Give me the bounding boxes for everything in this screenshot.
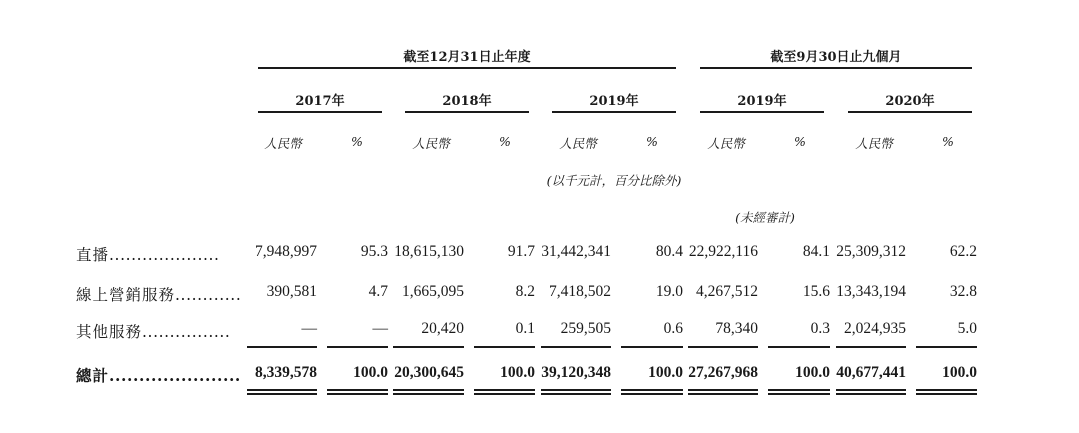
header-group-nine-months: 截至9月30日止九個月	[770, 50, 902, 65]
table-cell: 27,267,968	[688, 364, 758, 381]
total-rule	[474, 346, 535, 348]
unit-pct-2019-nine-months: %	[794, 134, 806, 149]
table-cell: 31,442,341	[541, 243, 611, 260]
table-cell: 1,665,095	[402, 283, 464, 300]
table-cell: 18,615,130	[394, 243, 464, 260]
unit-pct-2020: %	[942, 134, 954, 149]
row-label-text: 總計	[76, 366, 110, 385]
rule-group-nine-months	[700, 67, 972, 69]
total-rule	[541, 393, 611, 395]
total-rule	[541, 389, 611, 391]
total-rule	[393, 393, 464, 395]
table-cell: 40,677,441	[836, 364, 906, 381]
total-rule	[688, 393, 758, 395]
leader-dots: ................	[142, 323, 231, 341]
rule-year-2018	[405, 111, 529, 113]
total-rule	[247, 393, 317, 395]
table-cell: 13,343,194	[836, 283, 906, 300]
table-cell: 95.3	[360, 243, 388, 260]
total-rule	[836, 346, 906, 348]
header-year-2017: 2017年	[295, 94, 345, 109]
header-year-2019-nine-months: 2019年	[737, 94, 787, 109]
rule-year-2019	[552, 111, 676, 113]
unit-pct-2019: %	[646, 134, 658, 149]
table-cell: 84.1	[802, 243, 830, 260]
row-label-text: 線上營銷服務	[76, 286, 176, 304]
table-cell: 0.1	[515, 320, 535, 337]
table-cell: 100.0	[353, 364, 388, 381]
table-cell: 390,581	[266, 283, 317, 300]
row-online-marketing-label	[76, 283, 241, 305]
row-other-services-label	[76, 320, 230, 342]
row-live-streaming-label	[76, 243, 220, 265]
header-group-year: 截至12月31日止年度	[403, 50, 531, 65]
header-year-2018: 2018年	[442, 94, 492, 109]
table-cell: 25,309,312	[836, 243, 906, 260]
table-cell: 8.2	[515, 283, 535, 300]
total-rule	[768, 389, 830, 391]
total-rule	[836, 393, 906, 395]
table-cell: —	[301, 320, 317, 337]
table-cell: 19.0	[655, 283, 683, 300]
table-cell: —	[372, 320, 388, 337]
table-cell: 20,420	[421, 320, 464, 337]
total-rule	[393, 346, 464, 348]
rule-year-2017	[258, 111, 382, 113]
table-cell: 7,418,502	[549, 283, 611, 300]
table-cell: 32.8	[949, 283, 977, 300]
table-cell: 100.0	[648, 364, 683, 381]
leader-dots: ......................	[109, 366, 241, 385]
total-rule	[621, 346, 683, 348]
leader-dots: ............	[175, 286, 242, 304]
table-cell: 39,120,348	[541, 364, 611, 381]
total-rule	[836, 389, 906, 391]
total-rule	[474, 389, 535, 391]
total-rule	[327, 393, 388, 395]
total-rule	[621, 393, 683, 395]
table-cell: 5.0	[957, 320, 977, 337]
table-cell: 8,339,578	[255, 364, 317, 381]
leader-dots: ....................	[109, 246, 220, 264]
unit-rmb-2017: 人民幣	[264, 136, 302, 151]
total-rule	[621, 389, 683, 391]
header-year-2019: 2019年	[589, 94, 639, 109]
table-cell: 4,267,512	[696, 283, 758, 300]
table-cell: 7,948,997	[255, 243, 317, 260]
total-rule	[393, 389, 464, 391]
unit-rmb-2020: 人民幣	[855, 136, 893, 151]
unit-rmb-2019-nine-months: 人民幣	[707, 136, 745, 151]
header-year-2020: 2020年	[885, 94, 935, 109]
row-label-text: 直播	[76, 246, 110, 264]
total-rule	[916, 393, 977, 395]
note-thousands: (以千元計，百分比除外)	[546, 173, 682, 188]
total-rule	[688, 389, 758, 391]
table-cell: 4.7	[368, 283, 388, 300]
table-cell: 2,024,935	[844, 320, 906, 337]
unit-pct-2018: %	[499, 134, 511, 149]
row-label-text: 其他服務	[76, 323, 143, 341]
total-rule	[474, 393, 535, 395]
total-rule	[916, 346, 977, 348]
table-cell: 22,922,116	[688, 243, 758, 260]
table-cell: 100.0	[795, 364, 830, 381]
total-rule	[247, 389, 317, 391]
table-cell: 62.2	[949, 243, 977, 260]
unit-rmb-2019: 人民幣	[559, 136, 597, 151]
table-cell: 259,505	[560, 320, 611, 337]
unit-pct-2017: %	[351, 134, 363, 149]
table-cell: 0.6	[663, 320, 683, 337]
total-rule	[916, 389, 977, 391]
total-rule	[768, 393, 830, 395]
row-total-label	[76, 364, 241, 386]
table-cell: 0.3	[810, 320, 830, 337]
note-unaudited: (未經審計)	[735, 210, 795, 225]
table-cell: 100.0	[500, 364, 535, 381]
total-rule	[688, 346, 758, 348]
total-rule	[327, 389, 388, 391]
rule-year-2020	[848, 111, 972, 113]
total-rule	[541, 346, 611, 348]
table-cell: 15.6	[802, 283, 830, 300]
total-rule	[247, 346, 317, 348]
total-rule	[768, 346, 830, 348]
table-cell: 80.4	[655, 243, 683, 260]
total-rule	[327, 346, 388, 348]
table-cell: 78,340	[715, 320, 758, 337]
table-cell: 20,300,645	[394, 364, 464, 381]
table-cell: 100.0	[942, 364, 977, 381]
rule-group-year	[258, 67, 676, 69]
table-cell: 91.7	[507, 243, 535, 260]
rule-year-2019-nine-months	[700, 111, 824, 113]
unit-rmb-2018: 人民幣	[412, 136, 450, 151]
